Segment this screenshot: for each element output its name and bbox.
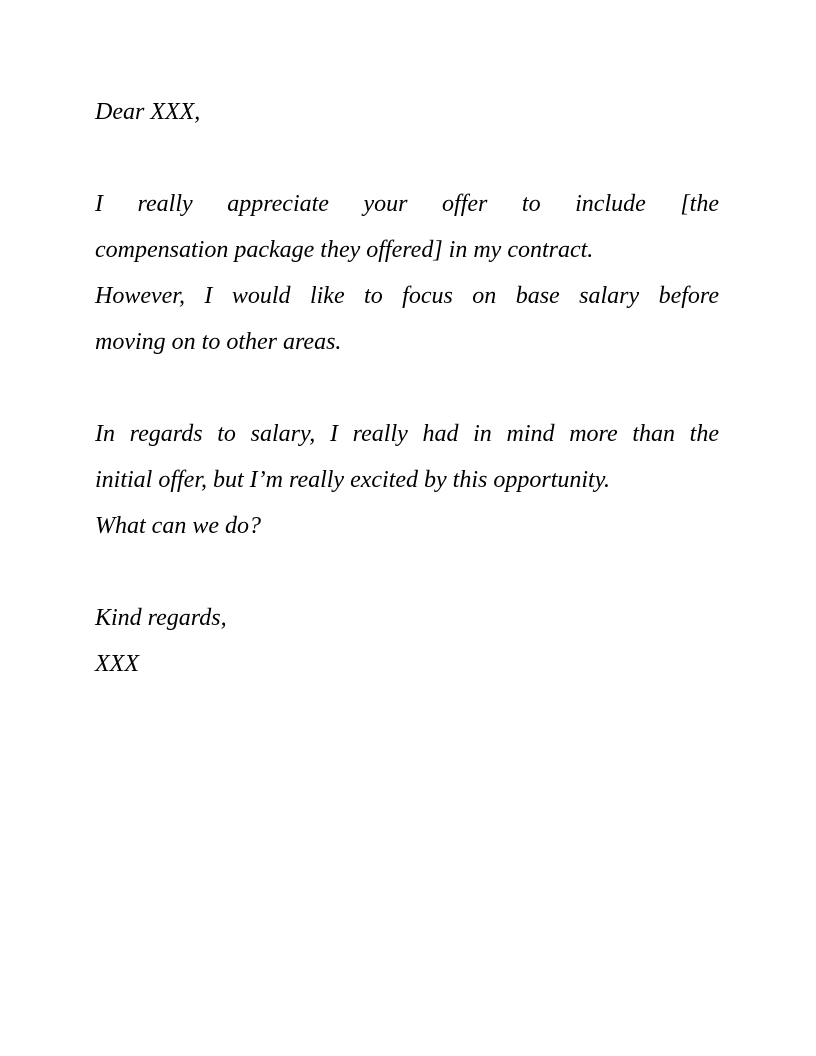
paragraph2-line2: initial offer, but I’m really excited by this opportunity. xyxy=(95,467,611,493)
letter-body xyxy=(95,89,719,687)
paragraph2-line1: In regards to salary, I really had in mind more than the xyxy=(95,421,719,447)
salutation: Dear XXX, xyxy=(95,99,201,125)
paragraph-spacer xyxy=(95,549,719,595)
paragraph2-line3: What can we do? xyxy=(95,513,261,539)
paragraph1-line2: compensation package they offered] in my contract. xyxy=(95,237,594,263)
signature: XXX xyxy=(95,651,139,677)
paragraph1-line1: I really appreciate your offer to include [the xyxy=(95,191,719,217)
paragraph1-line3: However, I would like to focus on base salary before xyxy=(95,283,719,309)
paragraph1-line4: moving on to other areas. xyxy=(95,329,342,355)
paragraph-spacer xyxy=(95,135,719,181)
paragraph-spacer xyxy=(95,365,719,411)
closing: Kind regards, xyxy=(95,605,227,631)
